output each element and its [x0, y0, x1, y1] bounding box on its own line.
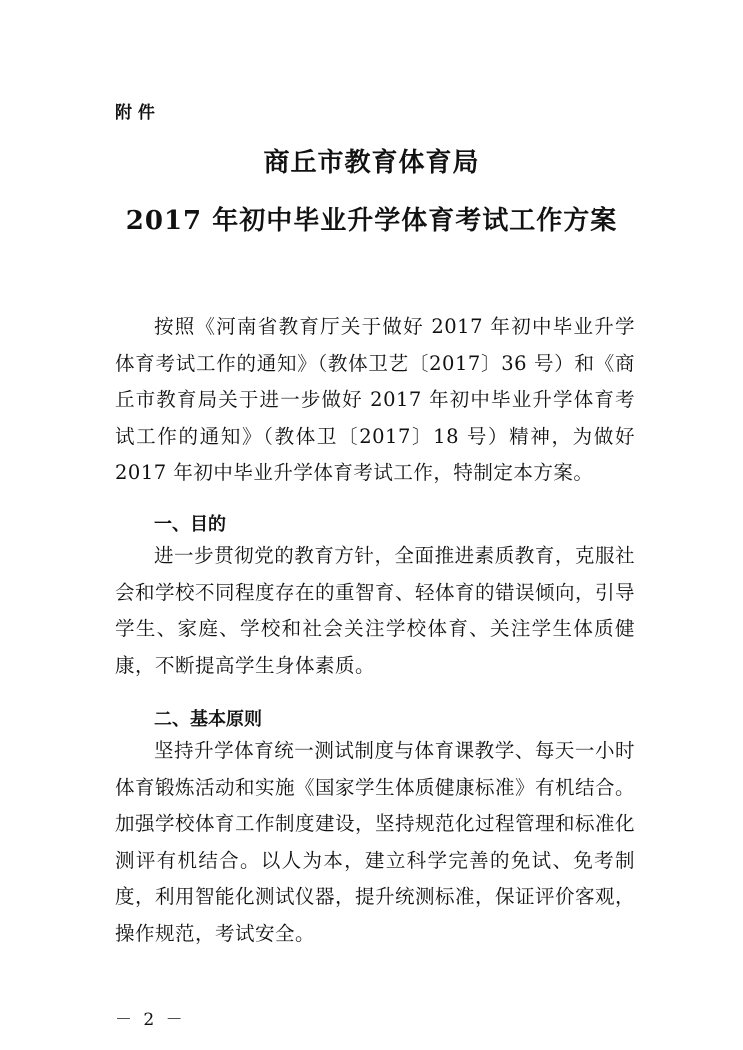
section-paragraph-principles: 坚持升学体育统一测试制度与体育课教学、每天一小时体育锻炼活动和实施《国家学生体质健康标准》有机结合。加强学校体育工作制度建设，坚持规范化过程管理和标准化测评有机结合。以人为本，建立科学完善的免试、免考制度，利用智能化测试仪器，提升统测标准，保证评价客观，操作规范，考试安全。	[115, 739, 636, 945]
document-title: 2017 年初中毕业升学体育考试工作方案	[125, 206, 618, 236]
intro-paragraph: 按照《河南省教育厅关于做好 2017 年初中毕业升学体育考试工作的通知》（教体卫艺〔2017〕36 号）和《商丘市教育局关于进一步做好 2017 年初中毕业升学体育考试工作的通知》（教体卫〔2017〕18 号）精神，为做好 2017 年初中毕业升学体育考试工作，特制定本方案。	[115, 315, 635, 484]
document-title-issuer: 商丘市教育体育局	[263, 148, 480, 178]
page-number: － 2 －	[115, 1010, 186, 1030]
section-heading-principles: 二、基本原则	[154, 709, 262, 730]
attachment-label: 附 件	[115, 103, 155, 123]
section-paragraph-purpose: 进一步贯彻党的教育方针，全面推进素质教育，克服社会和学校不同程度存在的重智育、轻体育的错误倾向，引导学生、家庭、学校和社会关注学校体育、关注学生体质健康，不断提高学生身体素质。	[115, 544, 636, 677]
section-heading-purpose: 一、目的	[154, 514, 226, 535]
